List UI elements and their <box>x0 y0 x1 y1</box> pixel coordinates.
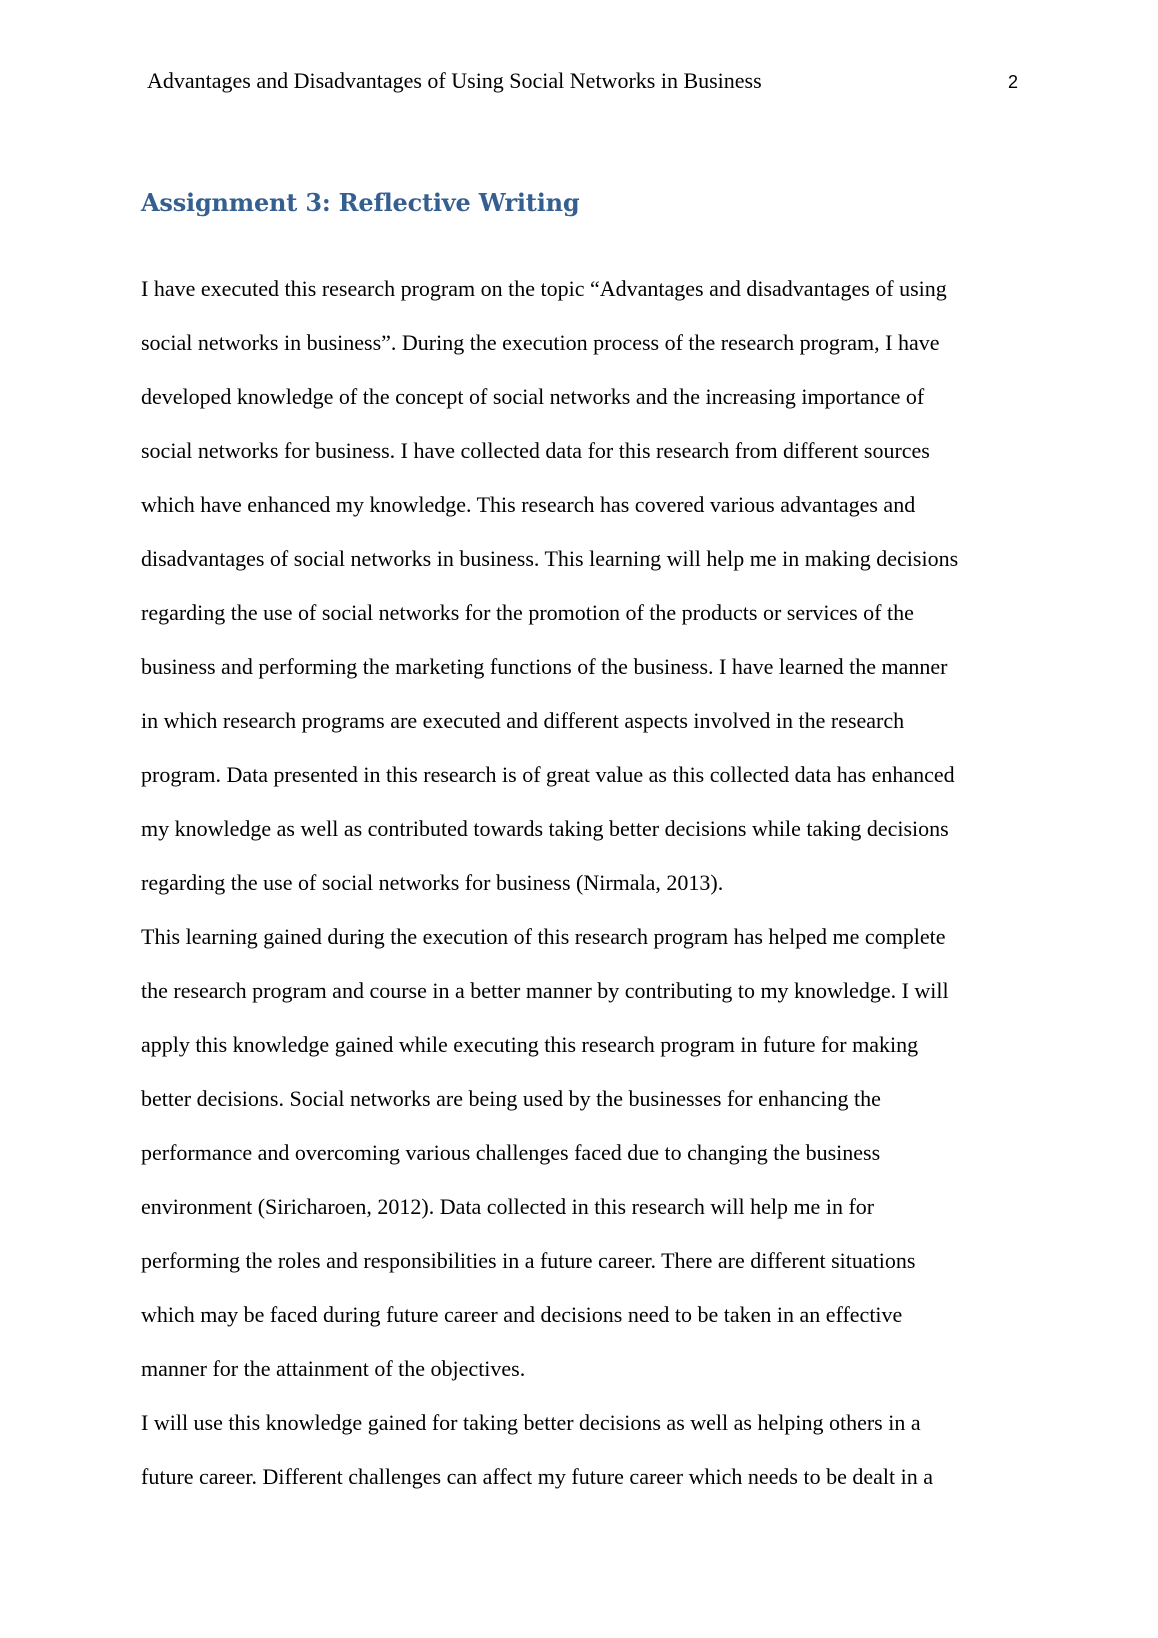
body-text-line: I have executed this research program on the topic “Advantages and disadvantages of using <box>141 276 947 301</box>
body-text-line: social networks for business. I have collected data for this research from different sources <box>141 438 930 463</box>
body-text-line: in which research programs are executed and different aspects involved in the research <box>141 708 905 733</box>
body-text-line: regarding the use of social networks for business (Nirmala, 2013). <box>141 870 724 895</box>
body-text-line: performance and overcoming various challenges faced due to changing the business <box>141 1140 881 1165</box>
body-text-line: social networks in business”. During the execution process of the research program, I have <box>141 330 940 355</box>
body-text-line: I will use this knowledge gained for taking better decisions as well as helping others in a <box>141 1410 921 1435</box>
body-text-line: This learning gained during the execution of this research program has helped me complete <box>141 924 946 949</box>
section-heading: Assignment 3: Reflective Writing <box>141 188 580 217</box>
body-text-line: which may be faced during future career and decisions need to be taken in an effective <box>141 1302 903 1327</box>
body-text-line: which have enhanced my knowledge. This research has covered various advantages and <box>141 492 916 517</box>
body-text-line: developed knowledge of the concept of social networks and the increasing importance of <box>141 384 925 409</box>
body-text-line: manner for the attainment of the objectives. <box>141 1356 526 1381</box>
body-text-line: future career. Different challenges can affect my future career which needs to be dealt in a <box>141 1464 933 1489</box>
body-text-line: disadvantages of social networks in business. This learning will help me in making decisions <box>141 546 959 571</box>
body-text <box>141 262 1021 1504</box>
body-text-line: environment (Siricharoen, 2012). Data collected in this research will help me in for <box>141 1194 875 1219</box>
body-text-line: my knowledge as well as contributed towards taking better decisions while taking decisions <box>141 816 949 841</box>
body-text-line: program. Data presented in this research is of great value as this collected data has enhanced <box>141 762 955 787</box>
body-text-line: performing the roles and responsibilities in a future career. There are different situations <box>141 1248 916 1273</box>
running-header-title: Advantages and Disadvantages of Using Social Networks in Business <box>147 68 762 93</box>
body-text-line: the research program and course in a better manner by contributing to my knowledge. I will <box>141 978 949 1003</box>
body-text-line: apply this knowledge gained while executing this research program in future for making <box>141 1032 919 1057</box>
page-number: 2 <box>1008 72 1019 92</box>
body-text-line: better decisions. Social networks are being used by the businesses for enhancing the <box>141 1086 881 1111</box>
body-text-line: business and performing the marketing functions of the business. I have learned the manner <box>141 654 948 679</box>
body-text-line: regarding the use of social networks for the promotion of the products or services of the <box>141 600 914 625</box>
